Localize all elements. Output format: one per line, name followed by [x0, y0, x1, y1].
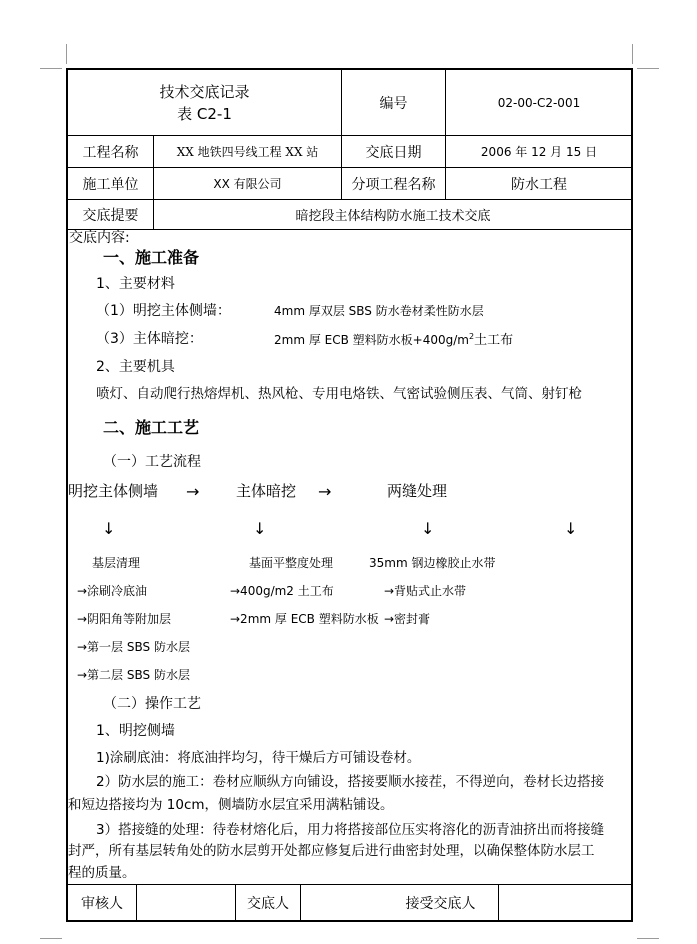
flow-top-tunnel-body: 主体暗挖	[236, 482, 297, 500]
receiver-label: 接受交底人	[405, 896, 476, 912]
flow-col1-step4: →第一层 SBS 防水层	[77, 640, 190, 654]
number-label: 编号	[379, 95, 408, 112]
reviewer-signature-cell[interactable]	[137, 885, 235, 921]
crop-mark-top-left-v	[66, 44, 67, 64]
materials-heading: 1、主要材料	[96, 276, 175, 292]
material-2-label: （3）主体暗挖：	[96, 331, 203, 347]
flow-col1-step3: →阴阳角等附加层	[77, 612, 172, 626]
flow-col3-step1: 35mm 钢边橡胶止水带	[369, 556, 496, 570]
date-value: 2006 年 12 月 15 日	[480, 145, 598, 159]
open-cut-wall-heading: 1、明挖侧墙	[96, 723, 175, 739]
construction-unit-value: XX 有限公司	[213, 177, 282, 191]
flow-col1-step2: →涂刷冷底油	[77, 584, 148, 598]
paragraph-2-line-2: 和短边搭接均为 10cm，侧墙防水层宜采用满粘铺设。	[68, 797, 394, 813]
rule-summary-bottom	[66, 229, 633, 230]
flow-arrow-right-1: →	[186, 482, 200, 501]
flow-arrow-down-3: ↓	[421, 519, 435, 538]
flow-col2-step1: 基面平整度处理	[249, 556, 334, 570]
paragraph-1: 1)涂刷底油：将底油拌均匀，待干燥后方可铺设卷材。	[96, 750, 421, 766]
material-2-value	[274, 333, 513, 347]
crop-mark-bottom-right-h	[637, 938, 659, 939]
date-label: 交底日期	[365, 144, 422, 161]
paragraph-3-line-2: 封严，所有基层转角处的防水层剪开处都应修复后进行曲密封处理，以确保整体防水层工	[68, 843, 595, 859]
tools-list: 喷灯、自动爬行热熔焊机、热风枪、专用电烙铁、气密试验侧压表、气筒、射钉枪	[96, 386, 582, 402]
crop-mark-top-right-h	[637, 68, 659, 69]
discloser-signature-cell[interactable]	[301, 885, 383, 921]
flow-col3-step3: →密封膏	[384, 612, 431, 626]
reviewer-label: 审核人	[81, 896, 123, 912]
project-name-value: XX 地铁四号线工程 XX 站	[176, 145, 319, 159]
discloser-label: 交底人	[247, 896, 289, 912]
flow-arrow-down-4: ↓	[564, 519, 578, 538]
sub-project-label: 分项工程名称	[351, 176, 436, 193]
operation-heading: （二）操作工艺	[103, 696, 201, 712]
summary-value: 暗挖段主体结构防水施工技术交底	[295, 209, 491, 224]
section-process: 二、施工工艺	[103, 418, 200, 437]
crop-mark-top-right-v	[632, 44, 633, 64]
number-value: 02-00-C2-001	[497, 95, 581, 110]
material-1-label: （1）明挖主体侧墙：	[96, 303, 231, 319]
flow-arrow-right-2: →	[318, 482, 332, 501]
material-2-superscript: 2	[468, 332, 475, 341]
crop-mark-bottom-left-h	[40, 938, 62, 939]
flow-col2-step2: →400g/m2 土工布	[230, 584, 334, 598]
flow-col3-step2: →背贴式止水带	[384, 584, 467, 598]
section-preparation: 一、施工准备	[103, 248, 200, 267]
flow-col1-step5: →第二层 SBS 防水层	[77, 668, 190, 682]
paragraph-3-line-1: 3）搭接缝的处理：待卷材熔化后，用力将搭接部位压实将溶化的沥青油挤出而将接缝	[96, 822, 605, 838]
document-title: 技术交底记录	[159, 82, 250, 101]
material-2-value-a: 2mm 厚 ECB 塑料防水板+400g/m	[274, 333, 469, 347]
process-flow-heading: （一）工艺流程	[103, 454, 201, 470]
tools-heading: 2、主要机具	[96, 359, 175, 375]
paragraph-3-line-3: 程的质量。	[68, 865, 136, 881]
receiver-signature-cell[interactable]	[499, 885, 632, 921]
flow-arrow-down-2: ↓	[253, 519, 267, 538]
paragraph-2-line-1: 2）防水层的施工：卷材应顺纵方向铺设，搭接要顺水接茬，不得逆向，卷材长边搭接	[96, 774, 605, 790]
flow-col2-step3: →2mm 厚 ECB 塑料防水板	[230, 612, 379, 626]
flow-top-joint-treatment: 两缝处理	[387, 482, 448, 500]
title-block	[68, 70, 341, 135]
form-code: 表 C2-1	[177, 104, 232, 123]
flow-col1-step1: 基层清理	[92, 556, 141, 570]
flow-top-open-cut-wall: 明挖主体侧墙	[68, 482, 159, 500]
material-1-value: 4mm 厚双层 SBS 防水卷材柔性防水层	[274, 304, 484, 318]
sub-project-value: 防水工程	[511, 176, 567, 193]
project-name-label: 工程名称	[82, 144, 139, 161]
content-intro: 交底内容:	[69, 230, 130, 246]
material-2-value-b: 土工布	[474, 333, 514, 348]
flow-arrow-down-1: ↓	[102, 519, 116, 538]
summary-label: 交底提要	[82, 207, 139, 224]
crop-mark-top-left-h	[40, 68, 62, 69]
construction-unit-label: 施工单位	[82, 176, 139, 193]
